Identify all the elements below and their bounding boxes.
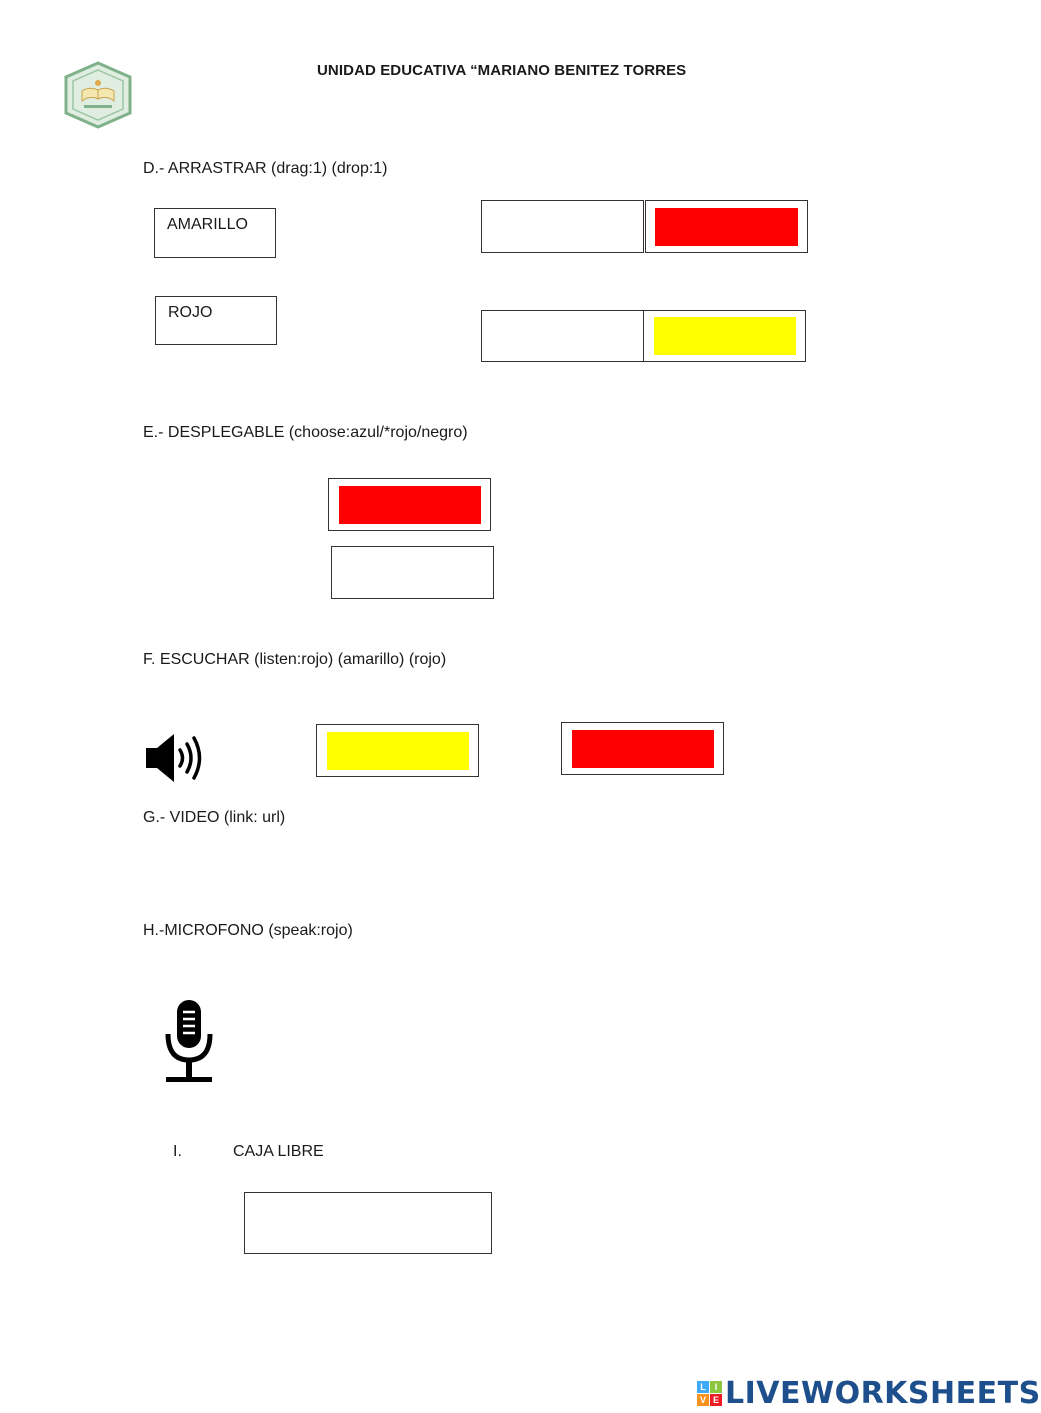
color-swatch-yellow [327, 732, 469, 770]
free-text-box[interactable] [244, 1192, 492, 1254]
logo-tile: I [710, 1381, 722, 1393]
section-i-heading: CAJA LIBRE [233, 1143, 324, 1160]
page-title: UNIDAD EDUCATIVA “MARIANO BENITEZ TORRES [317, 62, 687, 79]
color-swatch-yellow [654, 317, 796, 355]
school-logo [62, 61, 134, 129]
brand-name: LIVEWORKSHEETS [725, 1376, 1041, 1411]
logo-tile: L [697, 1381, 709, 1393]
section-d-heading: D.- ARRASTRAR (drag:1) (drop:1) [143, 160, 388, 177]
drag-item-amarillo[interactable] [154, 208, 276, 258]
logo-tile: E [710, 1394, 722, 1406]
section-g-heading: G.- VIDEO (link: url) [143, 809, 286, 826]
color-swatch-red [655, 208, 798, 246]
dropdown-color-frame [328, 478, 491, 531]
color-swatch-frame-1 [645, 200, 808, 253]
drag-item-rojo[interactable] [155, 296, 277, 345]
drop-target-2[interactable] [481, 310, 644, 362]
speaker-icon[interactable] [144, 733, 206, 783]
color-swatch-red [572, 730, 714, 768]
drop-target-1[interactable] [481, 200, 644, 253]
section-i-number: I. [173, 1143, 182, 1160]
drag-item-label: AMARILLO [167, 216, 248, 233]
color-swatch-red [339, 486, 481, 524]
section-e-heading: E.- DESPLEGABLE (choose:azul/*rojo/negro) [143, 424, 468, 441]
drag-item-label: ROJO [168, 304, 213, 321]
liveworksheets-logo [697, 1376, 1041, 1411]
logo-tile: V [697, 1394, 709, 1406]
microphone-icon[interactable] [163, 998, 215, 1084]
color-swatch-frame-2 [643, 310, 806, 362]
dropdown-select[interactable] [331, 546, 494, 599]
logo-tiles [697, 1381, 723, 1407]
listen-option-1[interactable] [316, 724, 479, 777]
section-f-heading: F. ESCUCHAR (listen:rojo) (amarillo) (rojo) [143, 651, 447, 668]
section-h-heading: H.-MICROFONO (speak:rojo) [143, 922, 353, 939]
listen-option-2[interactable] [561, 722, 724, 775]
